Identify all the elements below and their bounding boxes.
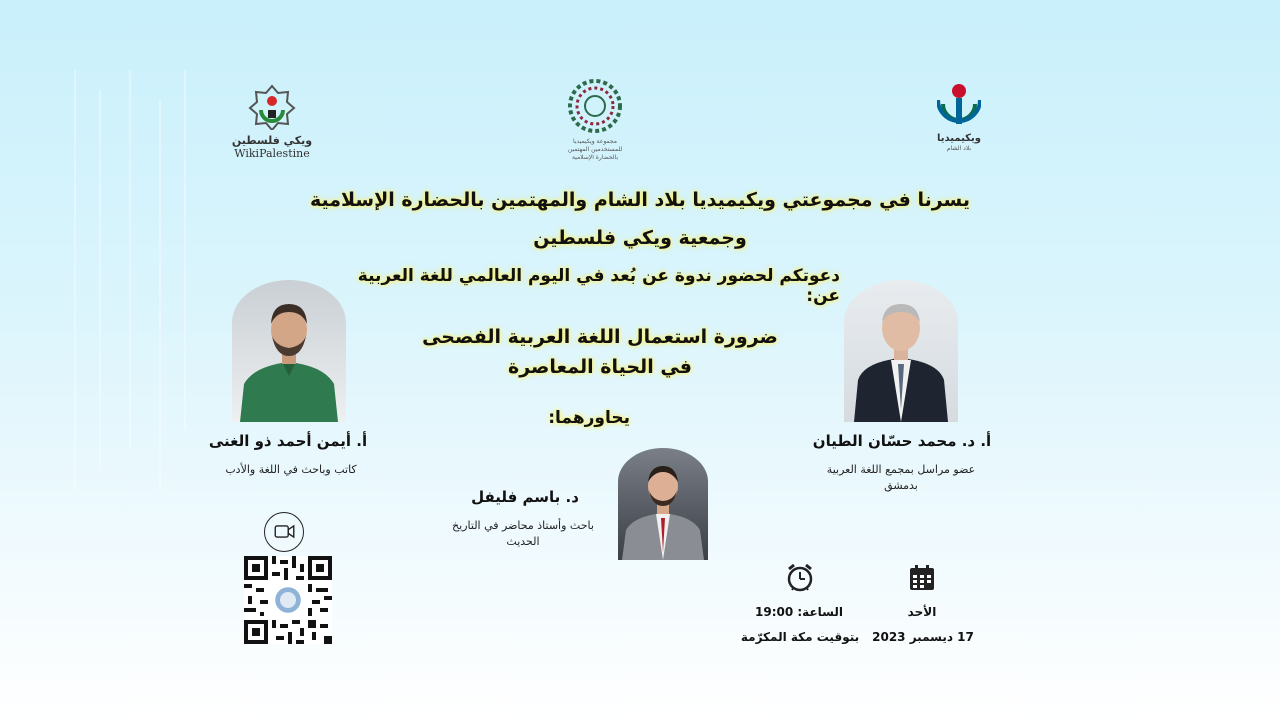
moderator-portrait xyxy=(618,448,708,560)
speaker2-role xyxy=(196,462,386,478)
invitation-headline xyxy=(290,184,990,254)
seminar-title xyxy=(390,322,810,382)
video-camera-glyph xyxy=(266,513,303,550)
group-logo xyxy=(556,78,634,162)
moderator-photo xyxy=(618,448,708,560)
wikimedia-levant-logo xyxy=(924,82,994,153)
moderators-label: يحاورهما: xyxy=(548,408,630,428)
wikimedia-line1: ويكيميديا xyxy=(937,133,981,144)
group-line3: بالحضارة الإسلامية xyxy=(571,154,619,161)
moderator-role-line1: باحث وأستاذ محاضر في التاريخ xyxy=(452,519,594,532)
calendar-icon xyxy=(908,564,936,592)
qr-code[interactable] xyxy=(244,556,332,644)
event-time: الساعة: 19:00 xyxy=(755,605,843,619)
moderator-role-line2: الحديث xyxy=(506,535,540,548)
wikimedia-icon xyxy=(937,82,981,128)
event-timezone: بتوقيت مكة المكرّمة xyxy=(740,630,860,644)
invitation-line2: وجمعية ويكي فلسطين xyxy=(533,227,747,249)
invitation-line1: يسرنا في مجموعتي ويكيميديا بلاد الشام والمهتمين بالحضارة الإسلامية xyxy=(309,189,971,211)
speaker1-photo xyxy=(844,280,958,422)
video-camera-icon xyxy=(264,512,304,552)
speaker1-name: أ. د. محمد حسّان الطيان xyxy=(812,432,992,450)
moderator-name: د. باسم فليفل xyxy=(471,488,579,506)
speaker2-photo xyxy=(232,280,346,422)
group-line1: مجموعة ويكيميديا xyxy=(573,138,617,145)
invitation-line3: دعوتكم لحضور ندوة عن بُعد في اليوم العالمي للغة العربية عن: xyxy=(357,266,840,306)
islamic-pattern-icon xyxy=(567,78,623,134)
wikipalestine-logo xyxy=(222,84,322,160)
event-date: 17 ديسمبر 2023 xyxy=(872,630,974,644)
wikimedia-line2: بلاد الشام xyxy=(946,145,972,152)
seminar-title-line2: في الحياة المعاصرة xyxy=(508,356,692,378)
speaker2-role-line1: كاتب وباحث في اللغة والأدب xyxy=(225,463,357,476)
speaker2-portrait xyxy=(232,280,346,422)
wikipalestine-arabic: ويكي فلسطين xyxy=(231,134,313,147)
group-line2: للمستخدمين المهتمين xyxy=(567,146,623,153)
speaker1-role xyxy=(806,462,996,494)
speaker1-portrait xyxy=(844,280,958,422)
speaker1-role-line1: عضو مراسل بمجمع اللغة العربية xyxy=(826,463,976,476)
wikipalestine-star-icon xyxy=(248,84,296,130)
event-day: الأحد xyxy=(907,605,937,619)
wikipalestine-latin: WikiPalestine xyxy=(234,147,310,160)
speaker1-role-line2: بدمشق xyxy=(884,479,918,492)
decorative-lines xyxy=(70,70,190,490)
speaker2-name: أ. أيمن أحمد ذو الغنى xyxy=(208,432,368,450)
alarm-clock-icon xyxy=(786,563,814,593)
seminar-title-line1: ضرورة استعمال اللغة العربية الفصحى xyxy=(422,326,778,348)
moderator-role xyxy=(440,518,606,550)
